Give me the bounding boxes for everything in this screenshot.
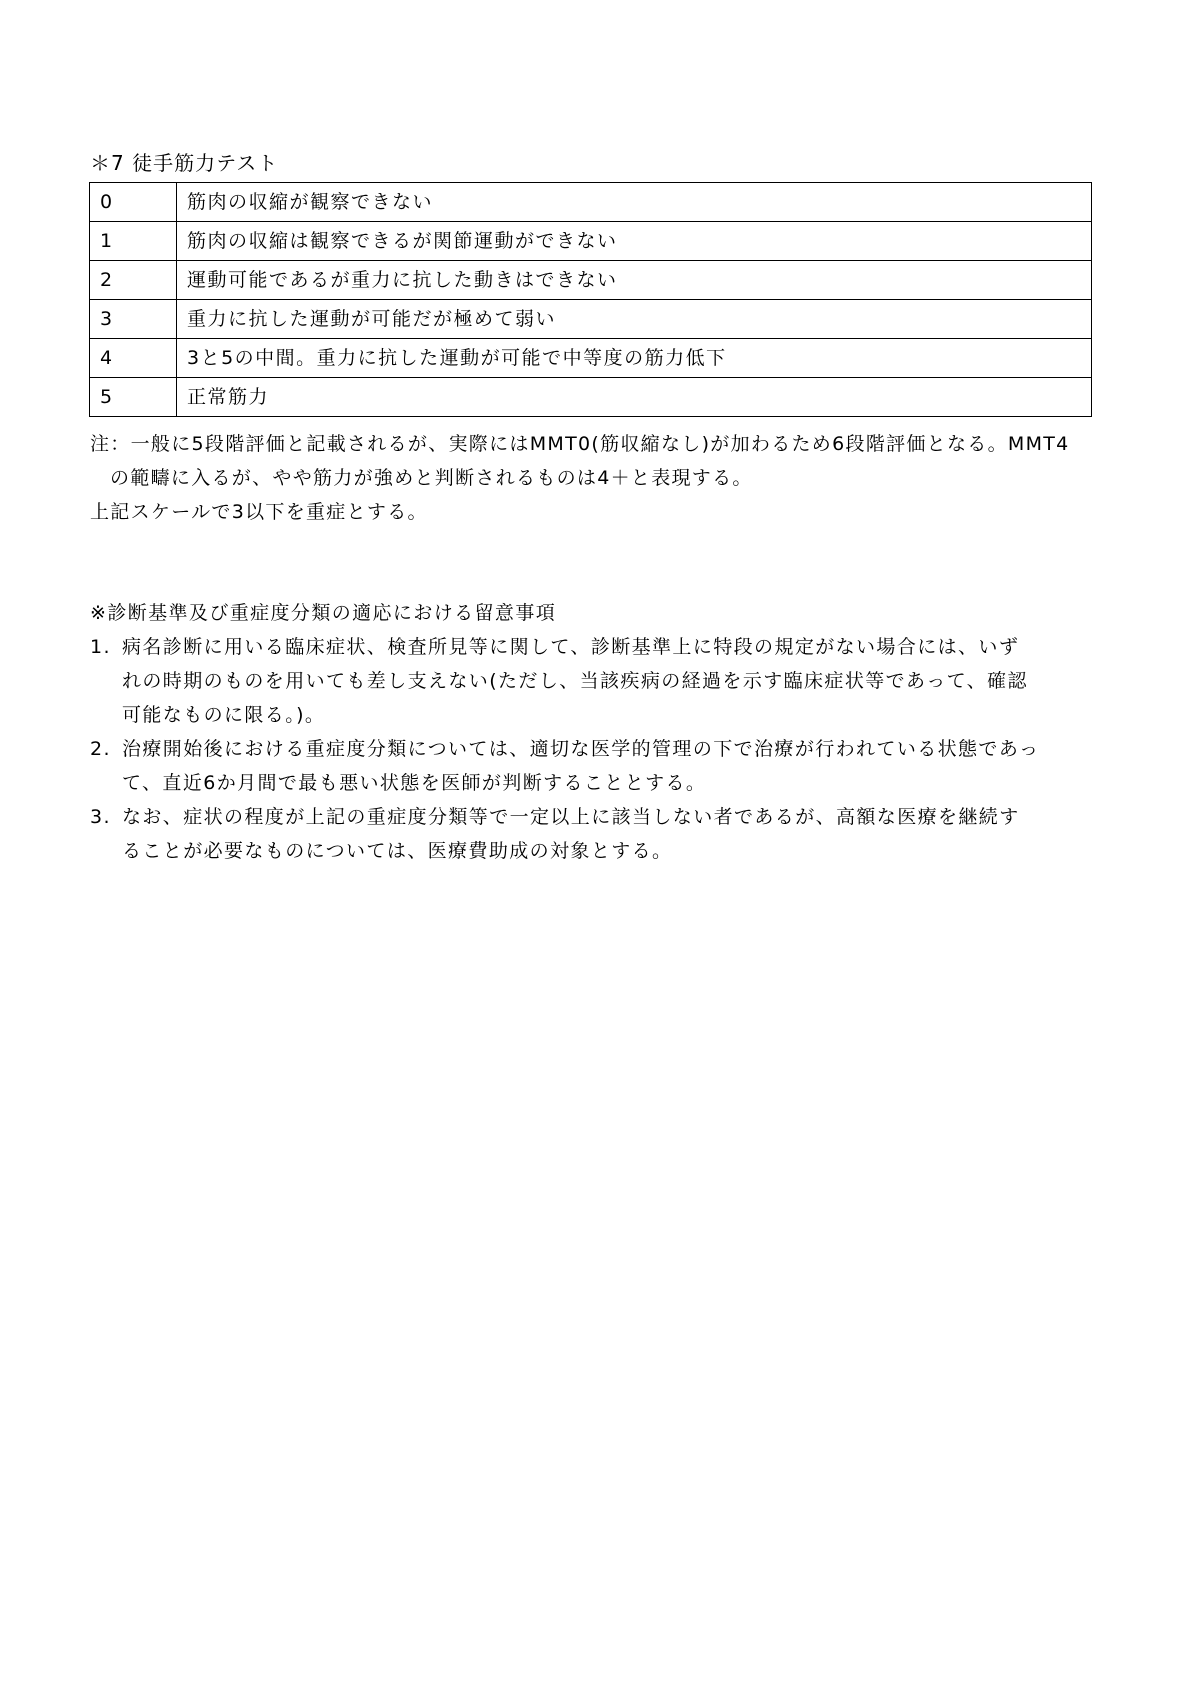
remarks-title: ※診断基準及び重症度分類の適応における留意事項 <box>90 602 557 624</box>
mmt-scale-table <box>89 182 1092 417</box>
note-line: 注：一般に5段階評価と記載されるが、実際にはMMT0(筋収縮なし)が加わるため6段階評価となる。MMT4 <box>90 433 1070 455</box>
table-row <box>90 378 1092 417</box>
item-text-line: 可能なものに限る。)。 <box>122 704 326 726</box>
list-item <box>90 800 1092 868</box>
grade-cell: 4 <box>90 339 177 378</box>
list-item <box>90 732 1092 800</box>
table-row <box>90 183 1092 222</box>
item-number: 1. <box>90 636 111 658</box>
grade-cell: 5 <box>90 378 177 417</box>
scale-note <box>90 427 1092 529</box>
description-cell: 筋肉の収縮が観察できない <box>177 183 1092 222</box>
description-cell: 運動可能であるが重力に抗した動きはできない <box>177 261 1092 300</box>
section-title: ＊7 徒手筋力テスト <box>90 151 279 175</box>
item-number: 3. <box>90 806 111 828</box>
table-row <box>90 222 1092 261</box>
table-row <box>90 261 1092 300</box>
table-row <box>90 339 1092 378</box>
grade-cell: 0 <box>90 183 177 222</box>
grade-cell: 3 <box>90 300 177 339</box>
description-cell: 重力に抗した運動が可能だが極めて弱い <box>177 300 1092 339</box>
grade-cell: 1 <box>90 222 177 261</box>
item-number: 2. <box>90 738 111 760</box>
remarks-section <box>90 596 1092 868</box>
severity-threshold-note: 上記スケールで3以下を重症とする。 <box>90 501 428 523</box>
item-text-line: なお、症状の程度が上記の重症度分類等で一定以上に該当しない者であるが、高額な医療を継続す <box>122 806 1020 828</box>
grade-cell: 2 <box>90 261 177 300</box>
item-text-line: れの時期のものを用いても差し支えない(ただし、当該疾病の経過を示す臨床症状等であって、確認 <box>122 670 1028 692</box>
item-text-line: ることが必要なものについては、医療費助成の対象とする。 <box>122 840 673 862</box>
note-line: の範疇に入るが、やや筋力が強めと判断されるものは4＋と表現する。 <box>110 467 753 489</box>
table-row <box>90 300 1092 339</box>
description-cell: 3と5の中間。重力に抗した運動が可能で中等度の筋力低下 <box>177 339 1092 378</box>
description-cell: 筋肉の収縮は観察できるが関節運動ができない <box>177 222 1092 261</box>
description-cell: 正常筋力 <box>177 378 1092 417</box>
item-text-line: て、直近6か月間で最も悪い状態を医師が判断することとする。 <box>122 772 707 794</box>
item-text-line: 病名診断に用いる臨床症状、検査所見等に関して、診断基準上に特段の規定がない場合には、いず <box>122 636 1020 658</box>
item-text-line: 治療開始後における重症度分類については、適切な医学的管理の下で治療が行われている状態であっ <box>122 738 1040 760</box>
list-item <box>90 630 1092 732</box>
